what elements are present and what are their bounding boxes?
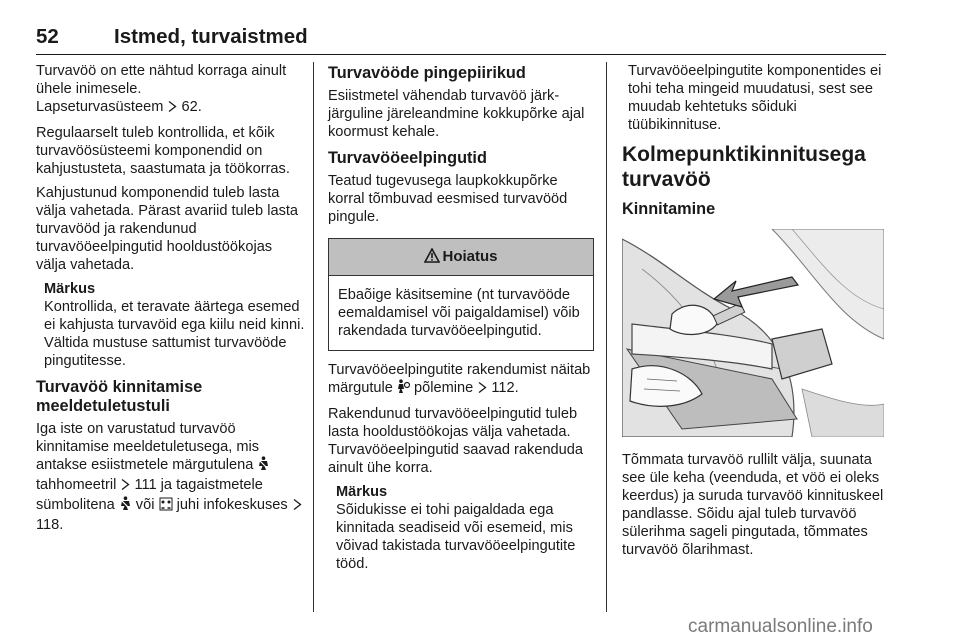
column-divider — [313, 62, 314, 612]
warning-box — [328, 238, 594, 351]
subsection-heading: Kinnitamine — [622, 200, 716, 218]
page-reference[interactable]: 118. — [36, 517, 64, 533]
page-header — [36, 24, 886, 55]
warning-title: Hoiatus — [442, 248, 498, 265]
note-title: Märkus — [44, 281, 96, 297]
paragraph: Kahjustunud komponendid tuleb lasta välja vahetada. Pärast avariid tuleb lasta turvavööd ja rakendunud turvavööeelpingutid hooldustöökojas välja vahetada. — [36, 185, 299, 273]
paragraph: Turvavöö on ette nähtud korraga ainult ühele inimesele. Lapseturvasüsteem 62. — [36, 62, 306, 118]
warning-header — [329, 239, 593, 276]
warning-triangle-icon — [424, 248, 440, 263]
section-heading: Kolmepunktikinnitusega turvavöö — [622, 143, 866, 191]
paragraph: Tõmmata turvavöö rullilt välja, suunata see üle keha (veenduda, et vöö ei oleks keerdus) ja suruda turvavöö kinnituskeel pandlasse. Sõidu ajal tuleb turvavöö sülerihma sageli pingutada, tõmmates turvavöö õlarihmast. — [622, 452, 884, 558]
page-reference[interactable]: 111 ja tagaistmetele sümbolitena — [36, 477, 263, 513]
paragraph: Rakendunud turvavööeelpingutid tuleb lasta hooldustöökojas välja vahetada. Turvavööeelpingutid saavad rakenduda ainult ühe korra. — [328, 406, 584, 476]
page-reference[interactable]: 62. — [181, 99, 202, 115]
paragraph: Turvavööeelpingutite rakendumist näitab märgutule põlemine 112. — [328, 361, 596, 399]
paragraph: Teatud tugevusega laupkokkupõrke korral tõmbuvad eesmised turvavööd pingule. — [328, 173, 568, 225]
ref-arrow-icon — [292, 498, 302, 516]
column-divider — [606, 62, 607, 612]
column-3 — [622, 62, 892, 565]
note-box — [36, 280, 306, 370]
seatbelt-fastening-illustration — [622, 229, 884, 437]
ref-arrow-icon — [120, 478, 130, 496]
note-title: Märkus — [336, 484, 388, 500]
rear-seatbelt-icon — [159, 497, 173, 516]
column-2 — [328, 62, 596, 579]
column-1 — [36, 62, 306, 540]
airbag-icon — [397, 379, 410, 399]
section-heading: Turvavööde pingepiirikud — [328, 64, 526, 82]
paragraph: Turvavööeelpingutite komponentides ei tohi teha mingeid muudatusi, sest see muudab kehtetuks sõiduki tüübikinnituse. — [628, 63, 882, 133]
section-heading: Turvavöö kinnitamise meeldetuletustuli — [36, 378, 203, 415]
note-text: Sõidukisse ei tohi paigaldada ega kinnitada seadiseid või esemeid, mis võivad takistada turvavööeelpingutite tööd. — [336, 502, 576, 572]
page-number: 52 — [36, 25, 59, 48]
paragraph: Esiistmetel vähendab turvavöö järk-järguline järeleandmine kokkupõrke ajal koormust kehale. — [328, 88, 585, 140]
chapter-title: Istmed, turvaistmed — [114, 25, 308, 48]
paragraph: Regulaarselt tuleb kontrollida, et kõik turvavöösüsteemi komponendid on kahjustusteta, saastumata ja töökorras. — [36, 125, 290, 177]
page-reference[interactable]: 112. — [491, 380, 519, 396]
note-box — [328, 483, 596, 573]
note-text: Kontrollida, et teravate äärtega esemed ei kahjusta turvavöid ega kiilu neid kinni. Vältida mustuse sattumist turvavööde pingutitesse. — [44, 299, 305, 369]
paragraph: Iga iste on varustatud turvavöö kinnitamise meeldetuletusega, mis antakse esiistmetele märgutulena tahhomeetril 111 ja tagaistmetele sümbolitena või juhi infokeskuses 118. — [36, 420, 306, 534]
seatbelt-warning-icon — [257, 456, 270, 476]
ref-arrow-icon — [167, 100, 177, 118]
seatbelt-warning-icon — [119, 496, 132, 516]
section-heading: Turvavööeelpingutid — [328, 149, 487, 167]
watermark: carmanualsonline.info — [688, 616, 873, 637]
warning-text: Ebaõige käsitsemine (nt turvavööde eemaldamisel või paigaldamisel) võib rakendada turvavööeelpingutid. — [338, 287, 580, 339]
ref-arrow-icon — [477, 381, 487, 399]
